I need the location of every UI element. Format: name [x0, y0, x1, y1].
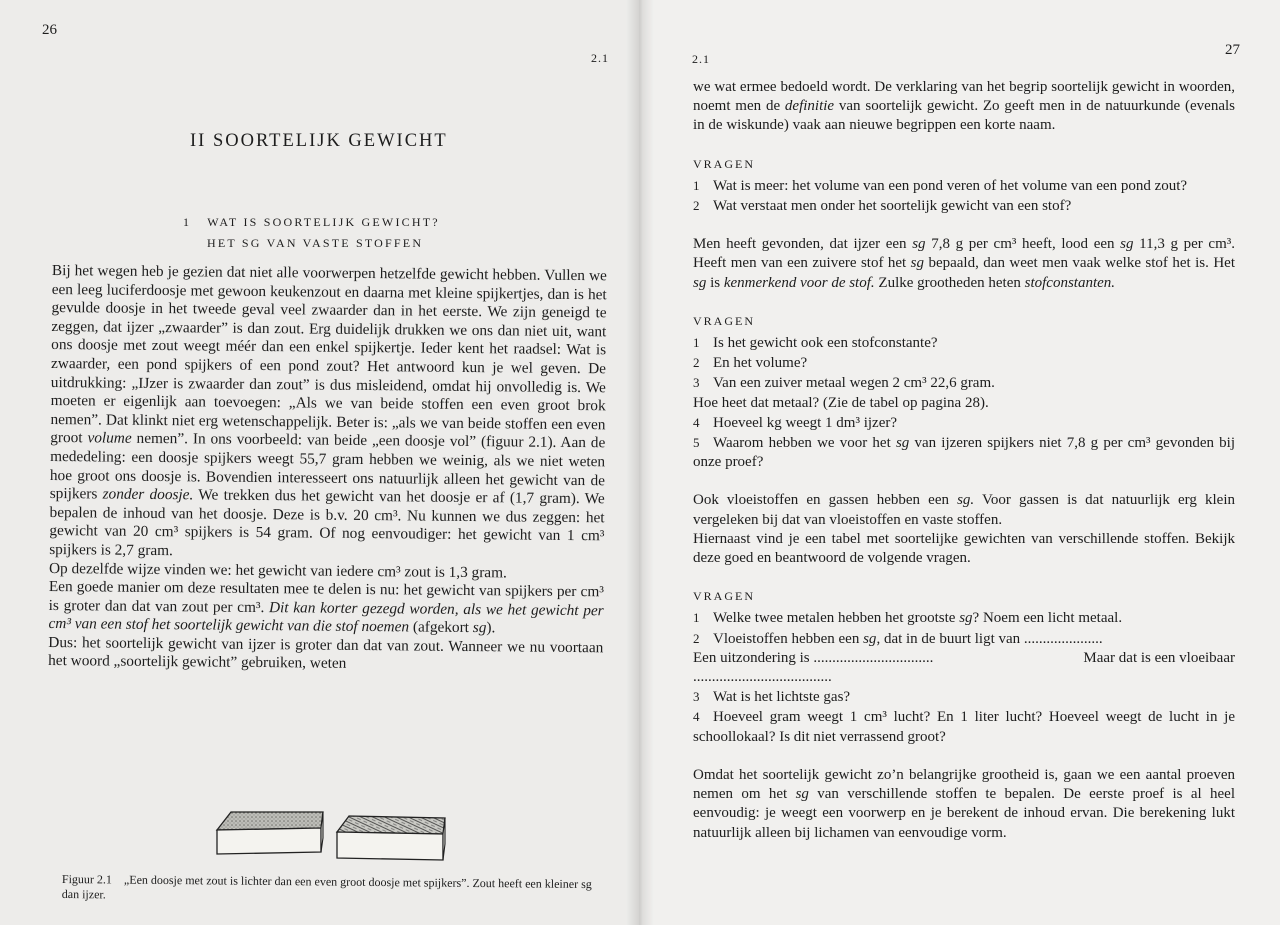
figure-caption: Figuur 2.1 „Een doosje met zout is lichter dan een even groot doosje met spijkers”. Zout heeft een kleiner sg dan ijzer.: [61, 872, 592, 902]
paragraph: Bij het wegen heb je gezien dat niet alle voorwerpen hetzelfde gewicht hebben. Vullen we een leeg luciferdoosje met gewoon keukenzout en daarna met kleine spijkertjes, dan is het gevulde doosje in het tweede geval veel zwaarder dan in het eerste. We zijn geneigd te zeggen, dat ijzer „zwaarder” is dan zout. Erg duidelijk drukken we ons dan niet uit, want ons doosje met zout weegt méér dan een enkel spijkertje. Ieder kent het raadsel: Wat is zwaarder, een pond spijkers of een pond zout? Het antwoord kun je wel geven. De uitdrukking: „IJzer is zwaarder dan zout” is dus misleidend, omdat hij onvolledig is. We moeten er eigenlijk aan toevoegen: „Als we van beide stoffen een even groot brok nemen”. Dat klinkt niet erg wetenschappelijk. Beter is: „als we van beide stoffen een even groot volume nemen”. In ons voorbeeld: van beide „een doosje vol” (figuur 2.1). Aan de mededeling: een doosje spijkers weegt 55,7 gram hebben we weinig, als we niet weten hoe groot ons doosje is. Bovendien interesseert ons natuurlijk alleen het gewicht van de spijkers zonder doosje. We trekken dus het gewicht van het doosje er af (1,7 gram). We bepalen de inhoud van het doosje. Deze is b.v. 20 cm³. Nu kunnen we dus zeggen: het gewicht van 20 cm³ spijkers is 54 gram. Of nog eenvoudiger: het gewicht van 1 cm³ spijkers is 2,7 gram.: [49, 262, 607, 560]
figure-boxes-illustration: [215, 808, 450, 866]
running-head: 2.1: [591, 51, 609, 65]
paragraph: we wat ermee bedoeld wordt. De verklaring van het begrip soortelijk gewicht in woorden, noemt men de definitie van soortelijk gewicht. Zo geeft men in de natuurkunde (evenals in de wiskunde) vaak aan nieuwe begrippen een korte naam.: [693, 79, 1235, 134]
running-head: 2.1: [692, 52, 710, 66]
figure-label: Figuur 2.1: [61, 872, 113, 887]
section-title: WAT IS SOORTELIJK GEWICHT?: [207, 215, 440, 229]
questions-heading: VRAGEN: [693, 589, 755, 604]
chapter-title: II SOORTELIJK GEWICHT: [190, 131, 448, 151]
question-item: 1 Wat is meer: het volume van een pond veren of het volume van een pond zout?: [693, 177, 1188, 194]
section-title-line-1: [183, 215, 440, 230]
question-item: 2 En het volume?: [693, 355, 808, 372]
page-number: 27: [1225, 42, 1240, 58]
questions-heading: VRAGEN: [693, 313, 755, 328]
page-number: 26: [42, 22, 57, 38]
question-item: 5 Waarom hebben we voor het sg van ijzeren spijkers niet 7,8 g per cm³ gevonden bij onze proef?: [693, 435, 1236, 471]
question-item: 3 Van een zuiver metaal wegen 2 cm³ 22,6 gram.: [693, 375, 995, 392]
paragraph: Op dezelfde wijze vinden we: het gewicht van iedere cm³ zout is 1,3 gram.: [48, 559, 507, 581]
paragraph: Hiernaast vind je een tabel met soortelijke gewichten van verschillende stoffen. Bekijk deze goed en beantwoord de volgende vragen.: [693, 530, 1235, 567]
question-item: 4 Hoeveel gram weegt 1 cm³ lucht? En 1 liter lucht? Hoeveel weegt de lucht in je schoollokaal? Is dit niet verrassend groot?: [693, 709, 1235, 745]
paragraph: Een goede manier om deze resultaten mee te delen is nu: het gewicht van spijkers per cm³ is groter dan dat van zout per cm³. Dit kan korter gezegd worden, als we het gewicht per cm³ van een stof het soortelijk gewicht van die stof noemen (afgekort sg).: [48, 578, 604, 637]
question-item: 2 Vloeistoffen hebben een sg, dat in de buurt ligt van .....................: [693, 630, 1103, 647]
question-item: 1 Welke twee metalen hebben het grootste sg? Noem een licht metaal.: [693, 610, 1123, 627]
question-item: 2 Wat verstaat men onder het soortelijk gewicht van een stof?: [693, 198, 1072, 215]
paragraph: Omdat het soortelijk gewicht zo’n belangrijke grootheid is, gaan we een aantal proeven nemen om het sg van verschillende stoffen te bepalen. De eerste proef is al heel eenvoudig: je weegt een voorwerp en je berekent de inhoud ervan. Die berekening lukt natuurlijk alleen bij lichamen van eenvoudige vorm.: [693, 766, 1235, 841]
section-title-line-2: HET SG VAN VASTE STOFFEN: [207, 236, 424, 250]
paragraph: Dus: het soortelijk gewicht van ijzer is groter dan dat van zout. Wanneer we nu voortaan het woord „soortelijk gewicht” gebruiken, weten: [48, 633, 604, 673]
paragraph: Ook vloeistoffen en gassen hebben een sg. Voor gassen is dat natuurlijk erg klein vergeleken bij dat van vloeistoffen en vaste stoffen.: [693, 492, 1235, 528]
questions-heading: VRAGEN: [693, 156, 755, 171]
body-text: [48, 262, 607, 676]
paragraph: Men heeft gevonden, dat ijzer een sg 7,8 g per cm³ heeft, lood een sg 11,3 g per cm³. Heeft men van een zuivere stof het sg bepaald, dan weet men vaak welke stof het is. Het sg is kenmerkend voor de stof. Zulke grootheden heten stofconstanten.: [693, 236, 1236, 291]
right-body-text: [693, 78, 1235, 843]
question-item: 3 Wat is het lichtste gas?: [693, 689, 851, 706]
question-item: 4 Hoeveel kg weegt 1 dm³ ijzer?: [693, 414, 898, 431]
fill-in-dots: .....................................: [693, 669, 832, 686]
section-number: 1: [183, 215, 192, 229]
question-item: 1 Is het gewicht ook een stofconstante?: [693, 335, 938, 352]
question-continuation: Een uitzondering is ................................ Maar dat is een vloeibaar: [693, 649, 1235, 666]
question-continuation: Hoe heet dat metaal? (Zie de tabel op pagina 28).: [693, 394, 989, 411]
